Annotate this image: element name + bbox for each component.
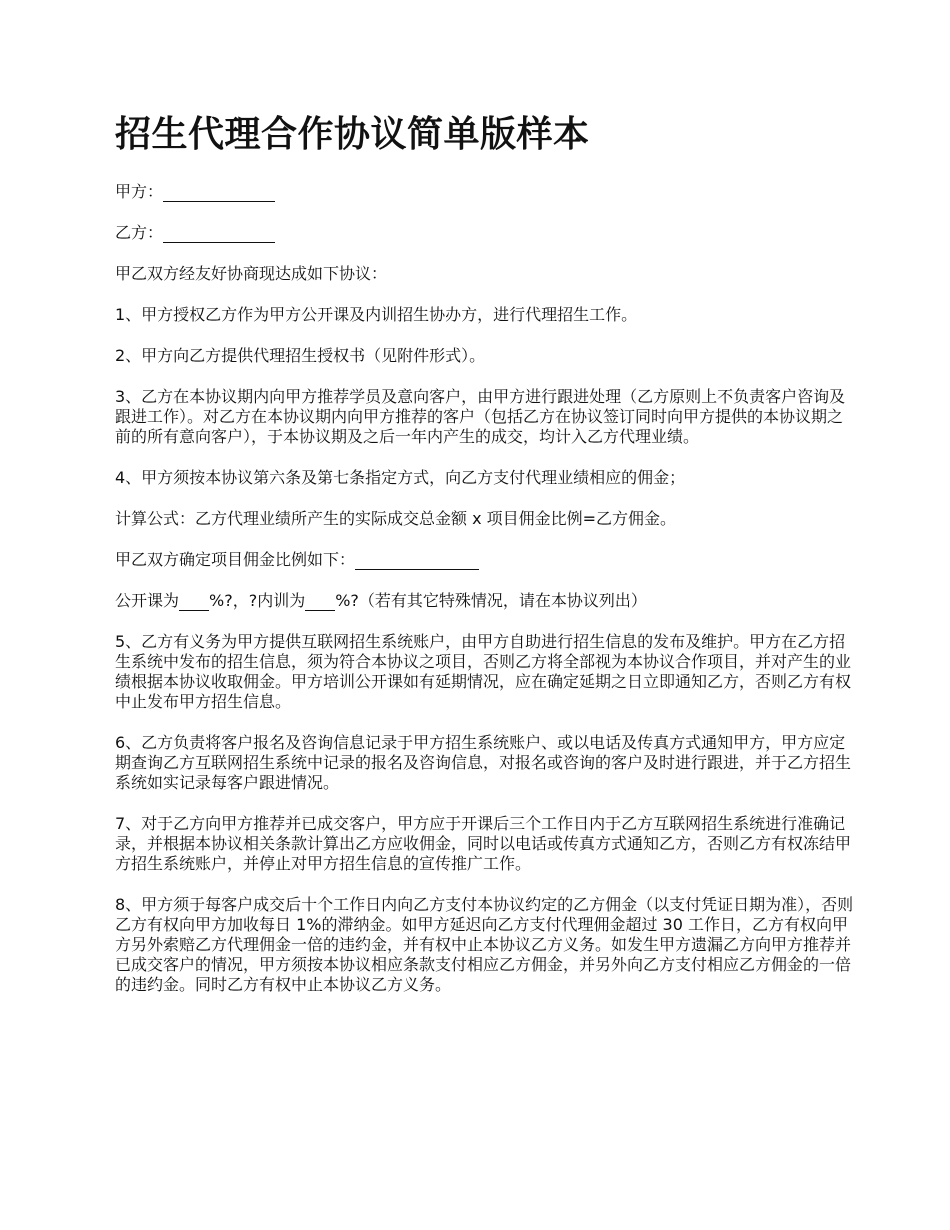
ratio-blank — [355, 553, 479, 570]
clause-2: 2、甲方向乙方提供代理招生授权书（见附件形式）。 — [115, 346, 486, 365]
party-b-blank — [163, 226, 275, 243]
ratio-public-prefix: 公开课为 — [115, 591, 180, 610]
formula-paragraph: 计算公式：乙方代理业绩所产生的实际成交总金额 x 项目佣金比例=乙方佣金。 — [115, 509, 677, 528]
ratio-internal-suffix: %?（若有其它特殊情况，请在本协议列出） — [335, 591, 647, 610]
party-a-line — [115, 182, 855, 202]
clause-3: 3、乙方在本协议期内向甲方推荐学员及意向客户，由甲方进行跟进处理（乙方原则上不负责客户咨询及跟进工作）。对乙方在本协议期内向甲方推荐的客户（包括乙方在协议签订同时向甲方提供的本协议期之前的所有意向客户），于本协议期及之后一年内产生的成交，均计入乙方代理业绩。 — [115, 387, 846, 446]
clause-7: 7、对于乙方向甲方推荐并已成交客户，甲方应于开课后三个工作日内于乙方互联网招生系统进行准确记录，并根据本协议相关条款计算出乙方应收佣金，同时以电话或传真方式通知乙方，否则乙方有权冻结甲方招生系统账户，并停止对甲方招生信息的宣传推广工作。 — [115, 814, 852, 873]
document-title: 招生代理合作协议简单版样本 — [115, 114, 590, 155]
party-b-line — [115, 223, 855, 243]
party-a-label: 甲方： — [115, 182, 164, 201]
ratio-label: 甲乙双方确定项目佣金比例如下： — [115, 550, 356, 569]
party-b-label: 乙方： — [115, 223, 164, 242]
ratio-detail-line — [115, 591, 855, 611]
party-a-blank — [163, 185, 275, 202]
document-page — [115, 110, 855, 1016]
clause-1: 1、甲方授权乙方作为甲方公开课及内训招生协办方，进行代理招生工作。 — [115, 305, 638, 324]
clause-4: 4、甲方须按本协议第六条及第七条指定方式，向乙方支付代理业绩相应的佣金； — [115, 468, 686, 487]
clause-8: 8、甲方须于每客户成交后十个工作日内向乙方支付本协议约定的乙方佣金（以支付凭证日期为准），否则乙方有权向甲方加收每日 1%的滞纳金。如甲方延迟向乙方支付代理佣金超过 30 工作日，乙方有权向甲方另外索赔乙方代理佣金一倍的违约金，并有权中止本协议乙方义务。如发生甲方遗漏乙方向甲方推荐并已成交客户的情况，甲方须按本协议相应条款支付相应乙方佣金，并另外向乙方支付相应乙方佣金的一倍的违约金。同时乙方有权中止本协议乙方义务。 — [115, 895, 854, 994]
clause-6: 6、乙方负责将客户报名及咨询信息记录于甲方招生系统账户、或以电话及传真方式通知甲方，甲方应定期查询乙方互联网招生系统中记录的报名及咨询信息，对报名或咨询的客户及时进行跟进，并于乙方招生系统如实记录每客户跟进情况。 — [115, 733, 852, 792]
ratio-internal-blank — [305, 594, 335, 611]
ratio-line — [115, 550, 855, 570]
ratio-public-suffix: %?，?内训为 — [209, 591, 306, 610]
intro-paragraph: 甲乙双方经友好协商现达成如下协议： — [115, 264, 388, 283]
ratio-public-blank — [179, 594, 209, 611]
clause-5: 5、乙方有义务为甲方提供互联网招生系统账户，由甲方自助进行招生信息的发布及维护。甲方在乙方招生系统中发布的招生信息，须为符合本协议之项目，否则乙方将全部视为本协议合作项目，并对产生的业绩根据本协议收取佣金。甲方培训公开课如有延期情况，应在确定延期之日立即通知乙方，否则乙方有权中止发布甲方招生信息。 — [115, 632, 852, 711]
